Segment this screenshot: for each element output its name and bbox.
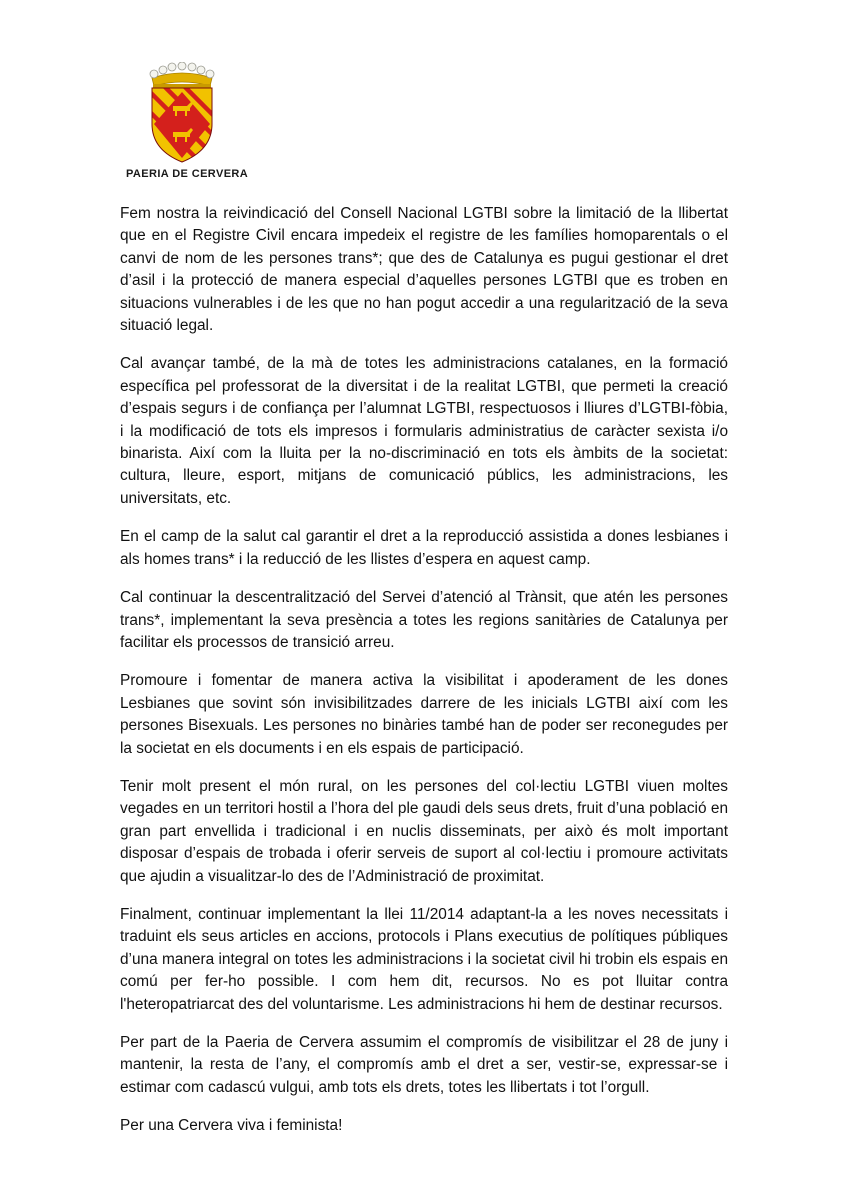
- paragraph: En el camp de la salut cal garantir el dret a la reproducció assistida a dones lesbianes i als homes trans* i la reducció de les llistes d’espera en aquest camp.: [120, 528, 728, 568]
- paragraph: Tenir molt present el món rural, on les persones del col·lectiu LGTBI viuen moltes vegades en un territori hostil a l’hora del ple gaudi dels seus drets, fruit d’una població en gran part envellida i tradicional i en nuclis disseminats, per això és molt important disposar d’espais de trobada i oferir serveis de suport al col·lectiu i promoure activitats que ajudin a visualitzar-lo des de l’Administració de proximitat.: [120, 777, 728, 885]
- paragraph: Finalment, continuar implementant la llei 11/2014 adaptant-la a les noves necessitats i traduint els seus articles en accions, protocols i Plans executius de polítiques públiques d’una manera integral on totes les administracions i la societat civil hi trobin els espais en comú per fer-ho possible. I com hem dit, recursos. No es pot lluitar contra l'heteropatriarcat des del voluntarisme. Les administracions hi hem de destinar recursos.: [120, 905, 728, 1013]
- paragraph: Cal avançar també, de la mà de totes les administracions catalanes, en la formació específica pel professorat de la diversitat i de la realitat LGTBI, que permeti la creació d’espais segurs i de confiança per l’alumnat LGTBI, respectuosos i lliures d’LGTBI-fòbia, i la modificació de tots els impresos i formularis administratius de caràcter sexista i/o binarista. Així com la lluita per la no-discriminació en tots els àmbits de la societat: cultura, lleure, esport, mitjans de comunicació públics, les administracions, les universitats, etc.: [120, 355, 728, 507]
- document-body: [120, 203, 728, 1154]
- closing-line: Per una Cervera viva i feminista!: [120, 1117, 343, 1135]
- paragraph: Fem nostra la reivindicació del Consell Nacional LGTBI sobre la limitació de la llibertat que en el Registre Civil encara impedeix el registre de les famílies homoparentals o el canvi de nom de les persones trans*; que des de Catalunya es pugui gestionar el dret d’asil i la protecció de manera especial d’aquelles persones LGTBI que es troben en situacions vulnerables i de les que no han pogut accedir a una regularització de la seva situació legal.: [120, 205, 728, 335]
- paragraph: Cal continuar la descentralització del Servei d’atenció al Trànsit, que atén les persones trans*, implementant la seva presència a totes les regions sanitàries de Catalunya per facilitar els processos de transició arreu.: [120, 589, 728, 651]
- paragraph: Promoure i fomentar de manera activa la visibilitat i apoderament de les dones Lesbianes que sovint són invisibilitzades darrere de les inicials LGTBI així com les persones Bisexuals. Les persones no binàries també han de poder ser reconegudes per la societat en els documents i en els espais de participació.: [120, 672, 728, 757]
- org-name: PAERIA DE CERVERA: [126, 168, 249, 180]
- coat-of-arms-icon: [140, 62, 224, 166]
- municipal-logo: [126, 62, 266, 187]
- paragraph: Per part de la Paeria de Cervera assumim el compromís de visibilitzar el 28 de juny i mantenir, la resta de l’any, el compromís amb el dret a ser, vestir-se, expressar-se i estimar com cadascú vulgui, amb tots els drets, totes les llibertats i tot l’orgull.: [120, 1034, 728, 1096]
